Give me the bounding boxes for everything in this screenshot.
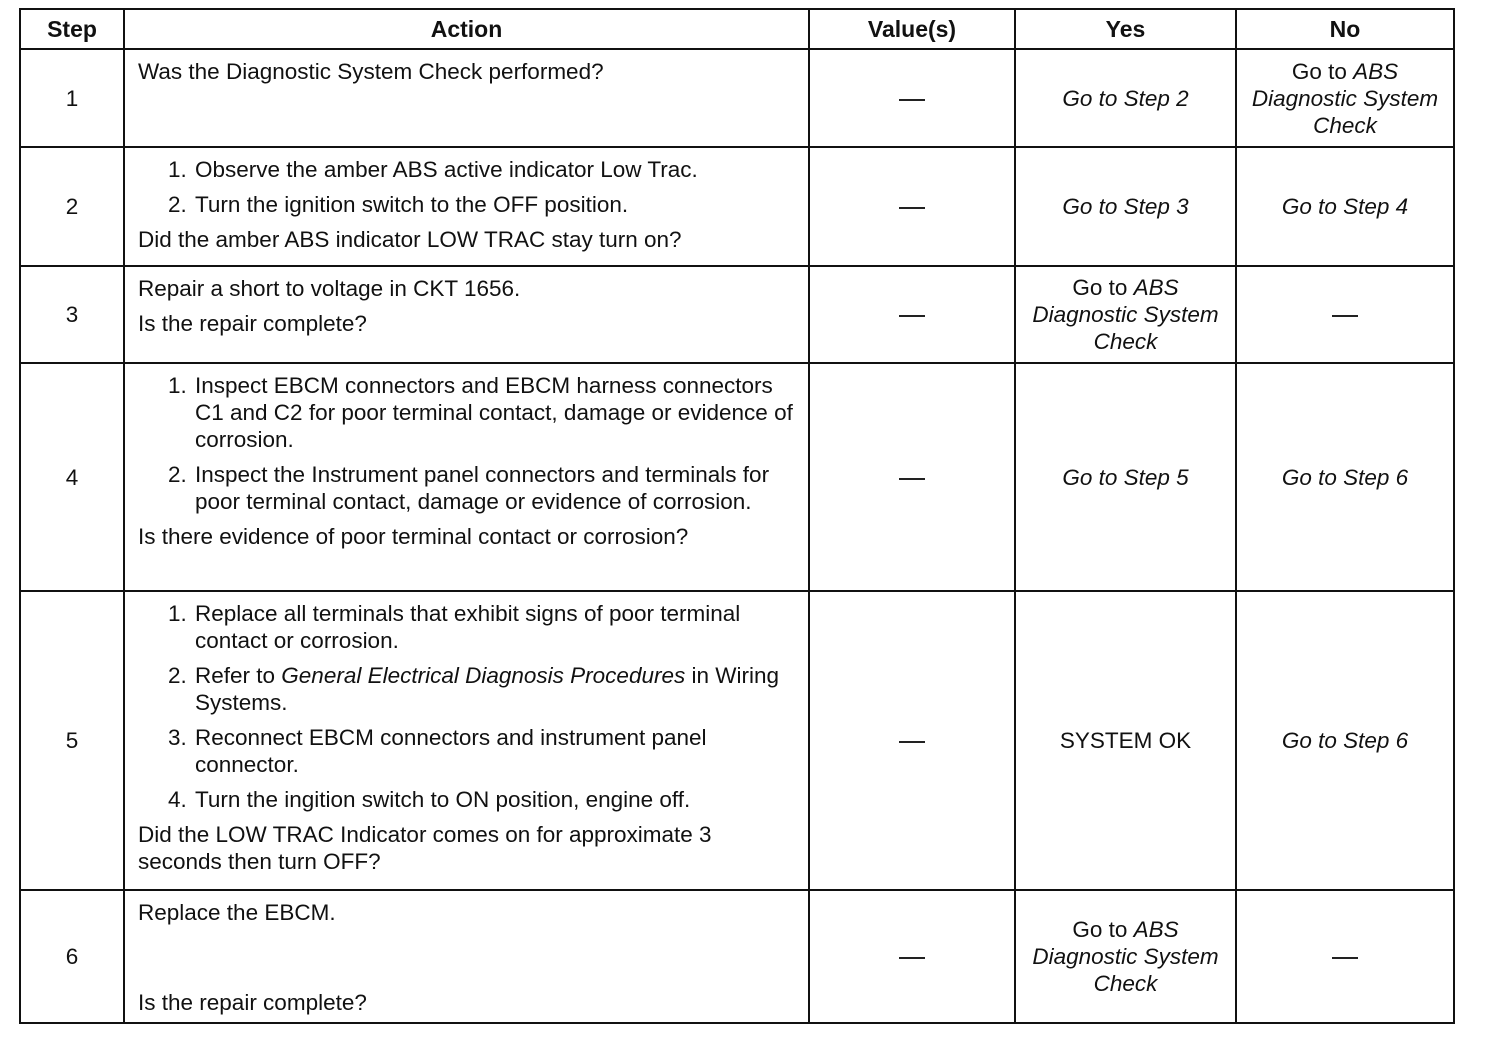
action-question: Did the LOW TRAC Indicator comes on for approximate 3 seconds then turn OFF? bbox=[138, 822, 712, 874]
list-item bbox=[193, 662, 798, 716]
yes-result-prefix: Go to bbox=[1072, 275, 1134, 300]
diagnostic-table bbox=[19, 8, 1455, 1024]
table-row bbox=[20, 591, 1454, 890]
dash-mark bbox=[899, 478, 925, 480]
header-values: Value(s) bbox=[809, 9, 1015, 49]
yes-result: Go to Step 3 bbox=[1062, 194, 1189, 219]
yes-cell bbox=[1015, 363, 1236, 591]
value-cell bbox=[809, 890, 1015, 1023]
dash-mark bbox=[899, 957, 925, 959]
action-question: Is there evidence of poor terminal contact or corrosion? bbox=[138, 524, 689, 549]
dash-mark bbox=[899, 315, 925, 317]
yes-result-link: ABS Diagnostic System Check bbox=[1032, 917, 1219, 996]
header-yes: Yes bbox=[1015, 9, 1236, 49]
table-row bbox=[20, 890, 1454, 1023]
action-question: Did the amber ABS indicator LOW TRAC stay turn on? bbox=[138, 227, 682, 252]
yes-result: SYSTEM OK bbox=[1059, 728, 1192, 753]
list-item-reference: General Electrical Diagnosis Procedures bbox=[281, 663, 686, 688]
list-item: 4. Turn the ingition switch to ON position, engine off. bbox=[193, 786, 798, 813]
yes-result-prefix: Go to bbox=[1072, 917, 1134, 942]
no-result: Go to Step 6 bbox=[1281, 464, 1409, 490]
action-cell bbox=[124, 363, 809, 591]
action-cell bbox=[124, 49, 809, 147]
dash-mark bbox=[899, 207, 925, 209]
step-number: 6 bbox=[20, 890, 124, 1023]
dash-mark bbox=[899, 99, 925, 101]
no-cell bbox=[1236, 890, 1454, 1023]
yes-cell bbox=[1015, 890, 1236, 1023]
list-item-suffix: in Wiring Systems. bbox=[195, 663, 780, 715]
action-cell bbox=[124, 266, 809, 363]
no-cell bbox=[1236, 147, 1454, 266]
header-action: Action bbox=[124, 9, 809, 49]
action-question: Is the repair complete? bbox=[138, 990, 367, 1015]
header-step: Step bbox=[20, 9, 124, 49]
yes-cell bbox=[1015, 591, 1236, 890]
yes-result: Go to Step 5 bbox=[1062, 464, 1189, 490]
step-number: 1 bbox=[20, 49, 124, 147]
action-cell bbox=[124, 591, 809, 890]
step-number: 2 bbox=[20, 147, 124, 266]
yes-cell bbox=[1015, 266, 1236, 363]
no-cell bbox=[1236, 363, 1454, 591]
value-cell bbox=[809, 363, 1015, 591]
list-item: 1. Inspect EBCM connectors and EBCM harness connectors C1 and C2 for poor terminal contact, damage or evidence of corrosion. bbox=[193, 372, 798, 453]
yes-cell bbox=[1015, 49, 1236, 147]
no-result: Go to Step 6 bbox=[1281, 728, 1409, 753]
action-text: Replace the EBCM. bbox=[138, 900, 336, 925]
value-cell bbox=[809, 591, 1015, 890]
action-list bbox=[138, 156, 798, 218]
action-cell bbox=[124, 147, 809, 266]
yes-result-link: ABS Diagnostic System Check bbox=[1032, 275, 1219, 354]
list-item: 2. Turn the ignition switch to the OFF position. bbox=[193, 191, 798, 218]
list-item: 2. Inspect the Instrument panel connectors and terminals for poor terminal contact, damage or evidence of corrosion. bbox=[193, 461, 798, 515]
yes-cell bbox=[1015, 147, 1236, 266]
action-text: Repair a short to voltage in CKT 1656. bbox=[138, 276, 521, 301]
yes-result: Go to Step 2 bbox=[1062, 85, 1189, 111]
no-cell bbox=[1236, 266, 1454, 363]
value-cell bbox=[809, 49, 1015, 147]
no-result-prefix: Go to bbox=[1291, 58, 1354, 84]
value-cell bbox=[809, 147, 1015, 266]
no-cell bbox=[1236, 591, 1454, 890]
table-row bbox=[20, 49, 1454, 147]
step-number: 5 bbox=[20, 591, 124, 890]
dash-mark bbox=[1332, 315, 1358, 317]
no-result: Go to Step 4 bbox=[1281, 194, 1409, 219]
list-item: 3. Reconnect EBCM connectors and instrument panel connector. bbox=[193, 724, 798, 778]
step-number: 3 bbox=[20, 266, 124, 363]
action-cell bbox=[124, 890, 809, 1023]
dash-mark bbox=[899, 741, 925, 743]
header-row bbox=[20, 9, 1454, 49]
table-row bbox=[20, 363, 1454, 591]
action-text: Was the Diagnostic System Check performed? bbox=[138, 59, 604, 84]
no-cell bbox=[1236, 49, 1454, 147]
table-row bbox=[20, 266, 1454, 363]
no-result-link: ABS Diagnostic System Check bbox=[1251, 58, 1439, 138]
action-question: Is the repair complete? bbox=[138, 311, 367, 336]
value-cell bbox=[809, 266, 1015, 363]
dash-mark bbox=[1332, 957, 1358, 959]
table-row bbox=[20, 147, 1454, 266]
yes-result bbox=[1016, 274, 1235, 355]
yes-result bbox=[1016, 916, 1235, 997]
header-no: No bbox=[1236, 9, 1454, 49]
action-list bbox=[138, 600, 798, 813]
list-item: 1. Observe the amber ABS active indicator Low Trac. bbox=[193, 156, 798, 183]
no-result bbox=[1237, 58, 1453, 139]
list-item-prefix: Refer to bbox=[195, 663, 282, 688]
step-number: 4 bbox=[20, 363, 124, 591]
list-item: 1. Replace all terminals that exhibit signs of poor terminal contact or corrosion. bbox=[193, 600, 798, 654]
action-list bbox=[138, 372, 798, 515]
